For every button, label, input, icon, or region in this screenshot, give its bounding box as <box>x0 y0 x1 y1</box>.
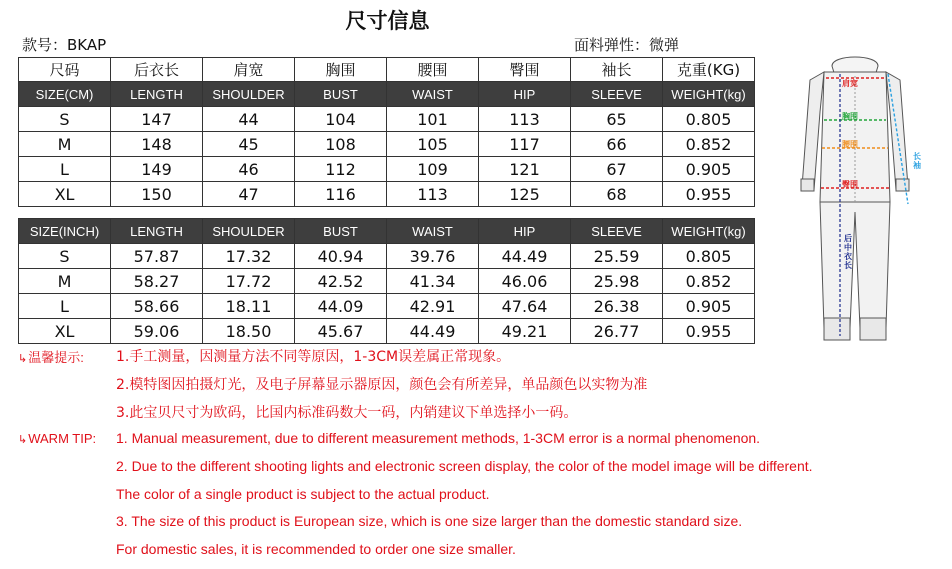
bust-label: 胸围 <box>842 112 858 121</box>
table-cell: 44.09 <box>295 294 387 319</box>
arrow-icon: ↳ <box>18 434 28 446</box>
table-cell: 42.52 <box>295 269 387 294</box>
table-cell: 101 <box>387 107 479 132</box>
table-cell: 44.49 <box>387 319 479 344</box>
table-cell: 104 <box>295 107 387 132</box>
table-cell: 58.66 <box>111 294 203 319</box>
table-cell: SIZE(CM) <box>19 82 111 107</box>
waist-label: 腰围 <box>842 140 858 149</box>
table-cell: 44 <box>203 107 295 132</box>
table-cell: HIP <box>479 82 571 107</box>
table-cell: WAIST <box>387 219 479 244</box>
table-cell: 42.91 <box>387 294 479 319</box>
table-cell: 26.38 <box>571 294 663 319</box>
table-cell: 148 <box>111 132 203 157</box>
table-row <box>19 269 755 294</box>
table-row <box>19 244 755 269</box>
table-cell: BUST <box>295 82 387 107</box>
table-cell: S <box>19 244 111 269</box>
table-cell: LENGTH <box>111 82 203 107</box>
table-cell: 0.905 <box>663 294 755 319</box>
table-cell: 121 <box>479 157 571 182</box>
table-cell: LENGTH <box>111 219 203 244</box>
table-row <box>19 132 755 157</box>
table-cell: 147 <box>111 107 203 132</box>
table-cell: 26.77 <box>571 319 663 344</box>
table-cell: 胸围 <box>295 58 387 82</box>
table-row <box>19 319 755 344</box>
table-cell: M <box>19 269 111 294</box>
table-cell: 113 <box>387 182 479 207</box>
cn-tip-line-3: 3.此宝贝尺寸为欧码，比国内标准码数大一码，内销建议下单选择小一码。 <box>116 405 578 421</box>
header-row-en <box>19 82 755 107</box>
table-cell: 65 <box>571 107 663 132</box>
table-cell: 67 <box>571 157 663 182</box>
en-tip-line-4: 3. The size of this product is European size, which is one size larger than the domestic standard size. <box>116 513 743 529</box>
table-cell: 149 <box>111 157 203 182</box>
table-cell: 18.11 <box>203 294 295 319</box>
table-cell: XL <box>19 182 111 207</box>
table-cell: 125 <box>479 182 571 207</box>
header-row-en <box>19 219 755 244</box>
table-cell: 腰围 <box>387 58 479 82</box>
fabric-elasticity: 面料弹性：微弹 <box>574 36 680 54</box>
table-row <box>19 182 755 207</box>
table-cell: M <box>19 132 111 157</box>
table-cell: 47.64 <box>479 294 571 319</box>
table-cell: SHOULDER <box>203 82 295 107</box>
style-number: 款号：BKAP <box>22 36 107 54</box>
table-cell: 116 <box>295 182 387 207</box>
table-cell: 68 <box>571 182 663 207</box>
arrow-icon: ↳ <box>18 353 28 365</box>
table-row <box>19 294 755 319</box>
table-row <box>19 107 755 132</box>
en-tip-line-2: 2. Due to the different shooting lights and electronic screen display, the color of the model image will be different. <box>116 458 813 474</box>
en-tip-label: ↳WARM TIP: <box>18 431 97 446</box>
size-table-cm <box>18 57 755 207</box>
en-tip-line-3: The color of a single product is subject to the actual product. <box>116 486 490 502</box>
table-cell: 25.98 <box>571 269 663 294</box>
table-cell: 25.59 <box>571 244 663 269</box>
jumpsuit-measurement-diagram <box>780 52 930 347</box>
table-cell: HIP <box>479 219 571 244</box>
table-cell: 44.49 <box>479 244 571 269</box>
table-cell: 0.852 <box>663 132 755 157</box>
table-cell: 后衣长 <box>111 58 203 82</box>
header-row-cn <box>19 58 755 82</box>
table-cell: 17.32 <box>203 244 295 269</box>
cn-tip-line-1: 1.手工测量，因测量方法不同等原因，1-3CM误差属正常现象。 <box>116 349 511 365</box>
table-cell: 17.72 <box>203 269 295 294</box>
table-cell: S <box>19 107 111 132</box>
table-cell: 66 <box>571 132 663 157</box>
table-cell: L <box>19 294 111 319</box>
shoulder-label: 肩宽 <box>842 79 858 88</box>
table-cell: 46 <box>203 157 295 182</box>
table-cell: 108 <box>295 132 387 157</box>
table-row <box>19 157 755 182</box>
en-tip-line-1: 1. Manual measurement, due to different measurement methods, 1-3CM error is a normal phenomenon. <box>116 430 761 446</box>
table-cell: 46.06 <box>479 269 571 294</box>
table-cell: WEIGHT(kg) <box>663 219 755 244</box>
table-cell: 肩宽 <box>203 58 295 82</box>
en-tip-line-5: For domestic sales, it is recommended to order one size smaller. <box>116 541 516 557</box>
hip-label: 臀围 <box>842 180 858 189</box>
table-cell: 0.805 <box>663 107 755 132</box>
table-cell: 40.94 <box>295 244 387 269</box>
page-title: 尺寸信息 <box>345 9 430 33</box>
table-cell: SIZE(INCH) <box>19 219 111 244</box>
table-cell: 0.955 <box>663 319 755 344</box>
table-cell: 39.76 <box>387 244 479 269</box>
cn-tip-label: ↳温馨提示: <box>18 350 84 365</box>
table-cell: 袖长 <box>571 58 663 82</box>
jumpsuit-outline <box>780 52 930 347</box>
table-cell: 尺码 <box>19 58 111 82</box>
sleeve-label: 长袖 <box>913 152 921 170</box>
table-cell: 112 <box>295 157 387 182</box>
table-cell: 57.87 <box>111 244 203 269</box>
table-cell: 0.955 <box>663 182 755 207</box>
table-cell: 113 <box>479 107 571 132</box>
table-cell: 117 <box>479 132 571 157</box>
table-cell: WAIST <box>387 82 479 107</box>
table-cell: SLEEVE <box>571 219 663 244</box>
table-cell: 109 <box>387 157 479 182</box>
table-cell: 41.34 <box>387 269 479 294</box>
table-cell: SHOULDER <box>203 219 295 244</box>
table-cell: 58.27 <box>111 269 203 294</box>
table-cell: 臀围 <box>479 58 571 82</box>
cn-tip-line-2: 2.模特图因拍摄灯光，及电子屏幕显示器原因，颜色会有所差异，单品颜色以实物为准 <box>116 377 648 393</box>
table-cell: 47 <box>203 182 295 207</box>
table-cell: 18.50 <box>203 319 295 344</box>
table-cell: 克重(KG) <box>663 58 755 82</box>
table-cell: 0.905 <box>663 157 755 182</box>
table-cell: 0.852 <box>663 269 755 294</box>
table-cell: 0.805 <box>663 244 755 269</box>
table-cell: 45 <box>203 132 295 157</box>
size-table-inch <box>18 218 755 344</box>
table-cell: 49.21 <box>479 319 571 344</box>
back-length-label: 后中衣长 <box>844 234 852 270</box>
table-cell: SLEEVE <box>571 82 663 107</box>
table-cell: 105 <box>387 132 479 157</box>
table-cell: XL <box>19 319 111 344</box>
table-cell: WEIGHT(kg) <box>663 82 755 107</box>
table-cell: L <box>19 157 111 182</box>
table-cell: BUST <box>295 219 387 244</box>
table-cell: 59.06 <box>111 319 203 344</box>
table-cell: 150 <box>111 182 203 207</box>
table-cell: 45.67 <box>295 319 387 344</box>
